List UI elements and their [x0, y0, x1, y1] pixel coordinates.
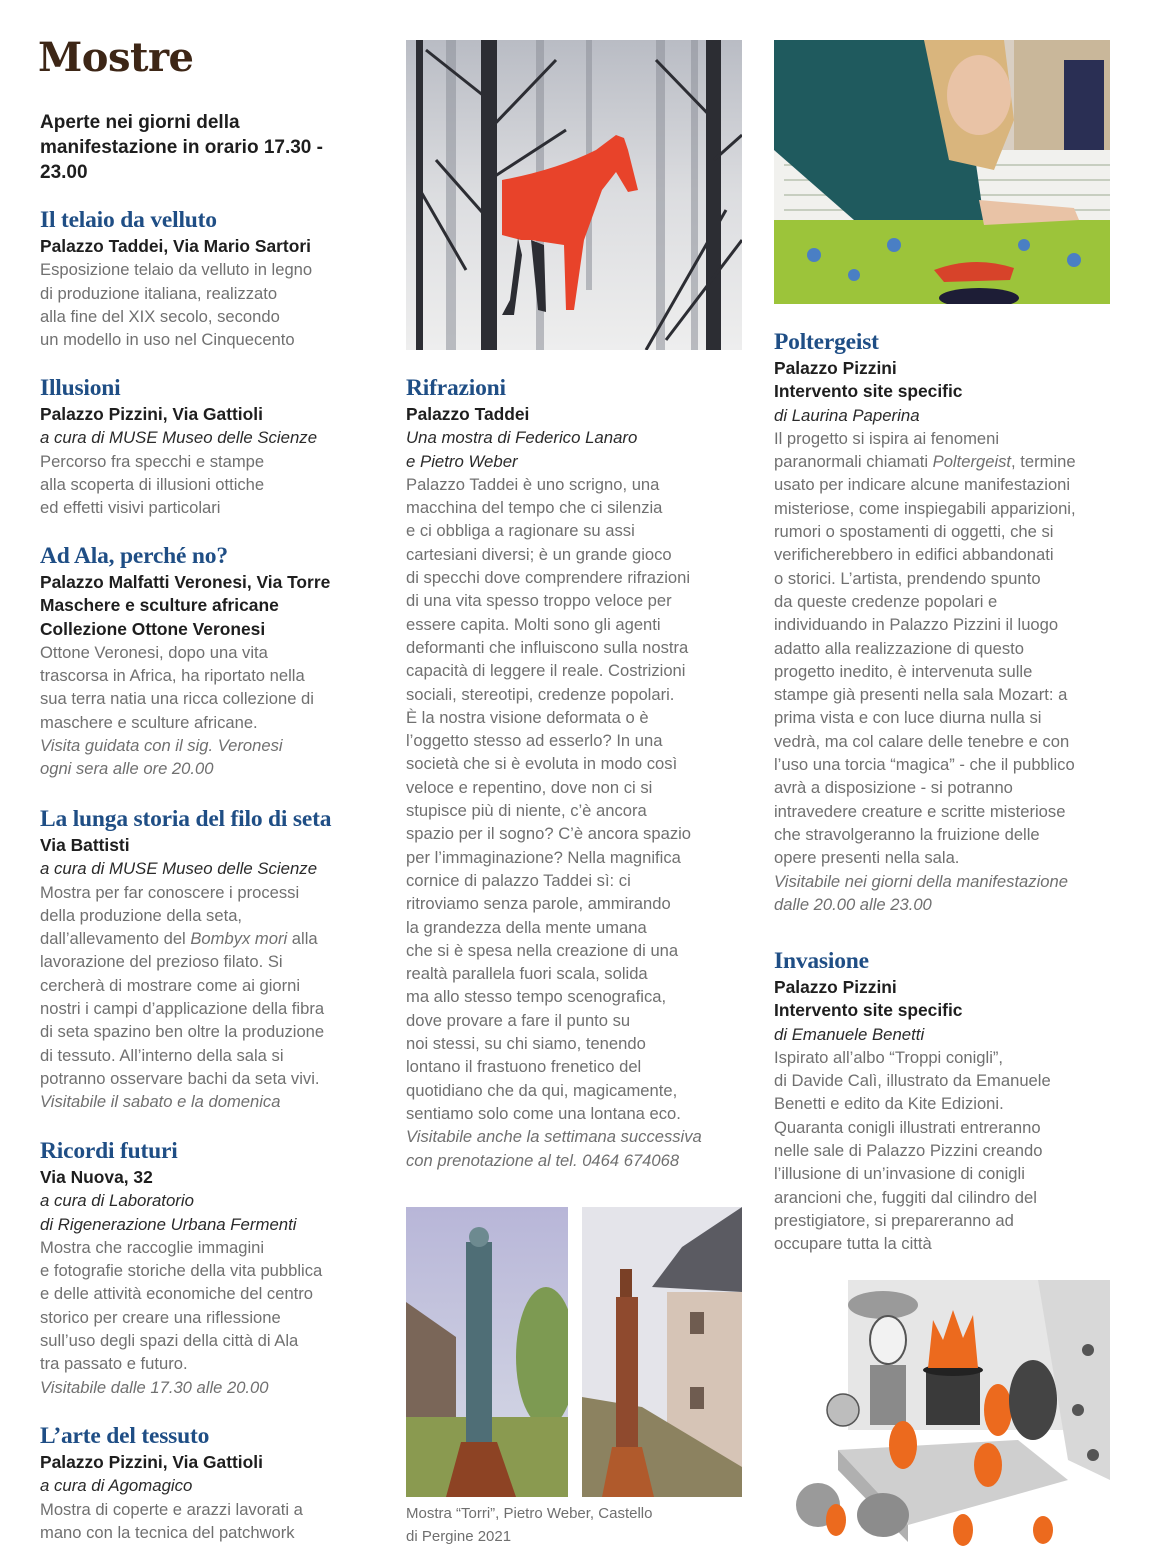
exhibition-note: Visitabile il sabato e la domenica	[40, 1092, 281, 1112]
intro-line: 23.00	[40, 162, 88, 183]
exhibition-curator: a cura di Agomagico	[40, 1476, 193, 1496]
exhibition-curator: Una mostra di Federico Lanaro	[406, 428, 638, 448]
exhibition-description-line: nelle sale di Palazzo Pizzini creando	[774, 1141, 1043, 1161]
exhibition-note: dalle 20.00 alle 23.00	[774, 894, 932, 914]
exhibition-venue: Via Battisti	[40, 835, 130, 855]
exhibition-description-line: l’illusione di un’invasione di conigli	[774, 1164, 1025, 1184]
text-run: dall’allevamento del	[40, 929, 191, 949]
exhibition-description-line: verificherebbero in edifici abbandonati	[774, 545, 1054, 565]
exhibition-description-line: Ottone Veronesi, dopo una vita	[40, 642, 268, 662]
exhibition-description-line: sociali, stereotipi, credenze popolari.	[406, 684, 675, 704]
text-run: paranormali chiamati	[774, 452, 933, 472]
exhibition-description-line: ma allo stesso tempo scenografica,	[406, 987, 667, 1007]
exhibition-description-line: individuando in Palazzo Pizzini il luogo	[774, 615, 1059, 635]
intro-line: manifestazione in orario 17.30 -	[40, 137, 323, 158]
exhibition-curator: e Pietro Weber	[406, 451, 518, 471]
exhibition-venue: Palazzo Malfatti Veronesi, Via Torre	[40, 572, 331, 592]
exhibition-description-line: veloce e repentino, dove non ci si	[406, 777, 653, 797]
exhibition-description-line: sentiamo solo come una lontana eco.	[406, 1103, 681, 1123]
text-run: alla	[287, 929, 318, 949]
exhibition-note: Visitabile dalle 17.30 alle 20.00	[40, 1377, 269, 1397]
exhibition-description-line: la grandezza della mente umana	[406, 917, 647, 937]
exhibition-description-line: sua terra natia una ricca collezione di	[40, 689, 314, 709]
exhibition-rifrazioni	[406, 373, 751, 1172]
exhibition-description-line: Esposizione telaio da velluto in legno	[40, 260, 313, 280]
exhibition-description-line: lavorazione del prezioso filato. Si	[40, 952, 283, 972]
exhibition-description-line: e ci obbliga a ragionare su assi	[406, 521, 635, 541]
exhibition-venue: Palazzo Taddei	[406, 404, 530, 424]
exhibition-venue: Palazzo Pizzini, Via Gattioli	[40, 404, 263, 424]
red-horse-painting	[406, 40, 742, 350]
intro-line: Aperte nei giorni della	[40, 112, 240, 133]
exhibition-la-lunga-storia-del-filo-di-seta	[40, 804, 385, 1114]
exhibition-description-line: stampe già presenti nella sala Mozart: a	[774, 685, 1068, 705]
exhibition-l-arte-del-tessuto	[40, 1421, 385, 1544]
exhibition-description-line: misteriose, come inspiegabili apparizioni,	[774, 498, 1076, 518]
exhibition-description-line: rumori o spostamenti di oggetti, che si	[774, 522, 1054, 542]
exhibition-description	[774, 473, 1119, 869]
exhibition-title: Ricordi futuri	[40, 1138, 178, 1164]
exhibition-subtitle: Intervento site specific	[774, 1000, 963, 1021]
exhibition-description-line: opere presenti nella sala.	[774, 848, 960, 868]
exhibition-description-line: di produzione italiana, realizzato	[40, 283, 278, 303]
exhibition-venue: Via Nuova, 32	[40, 1167, 153, 1187]
exhibition-title: La lunga storia del filo di seta	[40, 806, 332, 832]
exhibition-description-line: e delle attività economiche del centro	[40, 1284, 314, 1304]
exhibition-description-line: di tessuto. All’interno della sala si	[40, 1045, 284, 1065]
exhibition-venue: Palazzo Pizzini	[774, 358, 897, 378]
exhibition-description-line: di una vita spesso troppo veloce per	[406, 591, 672, 611]
exhibition-venue: Palazzo Taddei, Via Mario Sartori	[40, 236, 311, 256]
rust-tower-sculpture-image	[582, 1207, 742, 1497]
exhibition-description-line: società che si è evoluta in modo così	[406, 754, 678, 774]
exhibition-description-line: prestigiatore, si prepareranno ad	[774, 1210, 1014, 1230]
exhibition-curator: a cura di Laboratorio	[40, 1191, 194, 1211]
exhibition-description-line	[774, 450, 1119, 473]
exhibition-invasione	[774, 946, 1119, 1256]
exhibition-title: Il telaio da velluto	[40, 207, 217, 233]
exhibition-curator: di Rigenerazione Urbana Fermenti	[40, 1214, 297, 1234]
exhibition-description-line: Mostra che raccoglie immagini	[40, 1237, 265, 1257]
exhibition-description-line: intravedere creature e scritte misteriose	[774, 801, 1066, 821]
exhibition-description-line: Il progetto si ispira ai fenomeni	[774, 428, 1000, 448]
exhibition-description-line: per l’immaginazione? Nella magnifica	[406, 847, 681, 867]
exhibition-description-line: Mostra di coperte e arazzi lavorati a	[40, 1499, 303, 1519]
exhibition-description-line: quotidiano che da qui, magicamente,	[406, 1080, 678, 1100]
exhibition-description-line: o storici. L’artista, prendendo spunto	[774, 568, 1041, 588]
exhibition-description-line: ritroviamo senza parole, ammirando	[406, 894, 671, 914]
artist-at-work-image	[774, 40, 1110, 304]
exhibition-description-line: che stravolgeranno la fruizione delle	[774, 824, 1040, 844]
exhibition-description-line: lontano il frastuono frenetico del	[406, 1057, 642, 1077]
exhibition-description-line: Percorso fra specchi e stampe	[40, 451, 265, 471]
exhibition-description-line: spazio per il sogno? C’è ancora spazio	[406, 824, 692, 844]
exhibition-description-line: cartesiani diversi; è un grande gioco	[406, 544, 672, 564]
caption-line: di Pergine 2021	[406, 1528, 512, 1545]
exhibition-description-line: storico per creare una riflessione	[40, 1307, 281, 1327]
sculpture-tower-rust-photo	[582, 1207, 742, 1497]
exhibition-description-line: stupisce più di niente, c’è ancora	[406, 801, 647, 821]
exhibition-description-line: potranno osservare bachi da seta vivi.	[40, 1068, 320, 1088]
sculpture-tower-blue-photo	[406, 1207, 568, 1497]
exhibition-description-line: e fotografie storiche della vita pubblica	[40, 1261, 323, 1281]
exhibition-description-line: È la nostra visione deformata o è	[406, 707, 649, 727]
exhibition-description-line: macchina del tempo che ci silenzia	[406, 498, 663, 518]
caption-line: Mostra “Torri”, Pietro Weber, Castello	[406, 1505, 653, 1522]
exhibition-subtitle: Collezione Ottone Veronesi	[40, 618, 266, 639]
exhibition-description-line: Mostra per far conoscere i processi	[40, 882, 300, 902]
exhibition-description-line: avrà a disposizione - si potranno	[774, 778, 1013, 798]
exhibition-description	[774, 1046, 1119, 1256]
exhibition-poltergeist	[774, 327, 1119, 916]
emphasized-term: Poltergeist	[932, 452, 1012, 472]
blue-tower-sculpture-image	[406, 1207, 568, 1497]
exhibition-note: Visitabile nei giorni della manifestazione	[774, 871, 1068, 891]
exhibition-note: Visita guidata con il sig. Veronesi	[40, 736, 283, 756]
exhibition-il-telaio-da-velluto	[40, 205, 385, 351]
exhibition-description-line: cornice di palazzo Taddei sì: ci	[406, 870, 631, 890]
exhibition-description-line: trascorsa in Africa, ha riportato nella	[40, 666, 305, 686]
exhibition-title: Invasione	[774, 948, 869, 974]
photo-caption	[406, 1502, 746, 1548]
exhibition-title: Ad Ala, perché no?	[40, 543, 228, 569]
page-title: Mostre	[38, 34, 194, 81]
rabbit-invasion-illustration	[788, 1280, 1110, 1546]
intro-text	[40, 110, 380, 185]
exhibition-description-line: noi stessi, su chi siamo, tenendo	[406, 1034, 646, 1054]
exhibition-description-line: alla fine del XIX secolo, secondo	[40, 306, 280, 326]
exhibition-description-line: mano con la tecnica del patchwork	[40, 1522, 295, 1542]
exhibition-description-line: che si è spesa nella creazione di una	[406, 940, 679, 960]
exhibition-note: con prenotazione al tel. 0464 674068	[406, 1150, 680, 1170]
exhibition-subtitle: Intervento site specific	[774, 381, 963, 402]
magician-rabbits-illustration	[788, 1280, 1110, 1546]
exhibition-description-line: vedrà, ma col calare delle tenebre e con	[774, 731, 1070, 751]
exhibition-curator: a cura di MUSE Museo delle Scienze	[40, 428, 318, 448]
exhibition-description-line: alla scoperta di illusioni ottiche	[40, 474, 265, 494]
exhibition-note: Visitabile anche la settimana successiva	[406, 1127, 702, 1147]
exhibition-description-line: essere capita. Molti sono gli agenti	[406, 614, 661, 634]
text-run: , termine	[1011, 452, 1076, 472]
species-name: Bombyx mori	[190, 929, 288, 949]
exhibition-description-line: usato per indicare alcune manifestazioni	[774, 475, 1071, 495]
exhibition-description-line: nostri i campi d’applicazione della fibra	[40, 999, 325, 1019]
exhibition-description-line: occupare tutta la città	[774, 1234, 932, 1254]
exhibition-description-line: arancioni che, fuggiti dal cilindro del	[774, 1187, 1037, 1207]
exhibition-description-line: progetto inedito, è intervenuta sulle	[774, 661, 1033, 681]
exhibition-description-line: della produzione della seta,	[40, 905, 243, 925]
exhibition-ad-ala-perche-no	[40, 541, 385, 781]
exhibition-description-line: un modello in uso nel Cinquecento	[40, 330, 295, 350]
exhibition-description-line: adatto alla realizzazione di questo	[774, 638, 1024, 658]
exhibition-title: Rifrazioni	[406, 375, 506, 401]
exhibition-description-line: Quaranta conigli illustrati entreranno	[774, 1117, 1041, 1137]
exhibition-description-line: tra passato e futuro.	[40, 1354, 188, 1374]
exhibition-description-line: di seta spazino ben oltre la produzione	[40, 1022, 325, 1042]
exhibition-curator: di Emanuele Benetti	[774, 1024, 925, 1044]
exhibition-description-line: deformanti che influiscono sulla nostra	[406, 637, 689, 657]
exhibition-description-line: maschere e sculture africane.	[40, 712, 258, 732]
exhibition-description-line: prima vista e con luce diurna nulla si	[774, 708, 1042, 728]
exhibition-ricordi-futuri	[40, 1136, 385, 1399]
exhibition-description-line: capacità di leggere il reale. Costrizioni	[406, 661, 686, 681]
exhibition-description-line: sull’uso degli spazi della città di Ala	[40, 1331, 299, 1351]
exhibition-description-line: dove provare a fare il punto su	[406, 1010, 631, 1030]
exhibition-title: L’arte del tessuto	[40, 1423, 210, 1449]
exhibition-description-line: l’uso una torcia “magica” - che il pubblico	[774, 755, 1075, 775]
exhibition-subtitle: Maschere e sculture africane	[40, 595, 279, 616]
exhibition-description-line: da queste credenze popolari e	[774, 591, 998, 611]
exhibition-description-line: Ispirato all’albo “Troppi conigli”,	[774, 1047, 1004, 1067]
exhibition-venue: Palazzo Pizzini, Via Gattioli	[40, 1452, 263, 1472]
exhibition-illusioni	[40, 373, 385, 519]
exhibition-description-line: cercherà di mostrare come ai giorni	[40, 975, 301, 995]
exhibition-venue: Palazzo Pizzini	[774, 977, 897, 997]
exhibition-description-line: Palazzo Taddei è uno scrigno, una	[406, 474, 660, 494]
artist-drawing-photo	[774, 40, 1110, 304]
exhibition-description-line: di specchi dove comprendere rifrazioni	[406, 568, 691, 588]
exhibition-description-line	[40, 927, 385, 950]
exhibition-description-line: realtà parallela fuori scala, solida	[406, 964, 648, 984]
exhibition-description	[406, 473, 751, 1125]
exhibition-description-line: l’oggetto stesso ad esserlo? In una	[406, 731, 663, 751]
exhibition-curator: a cura di MUSE Museo delle Scienze	[40, 859, 318, 879]
exhibition-description-line: Benetti e edito da Kite Edizioni.	[774, 1094, 1004, 1114]
exhibition-description-line: di Davide Calì, illustrato da Emanuele	[774, 1071, 1051, 1091]
exhibition-title: Illusioni	[40, 375, 121, 401]
exhibition-description-line: ed effetti visivi particolari	[40, 498, 221, 518]
exhibition-note: ogni sera alle ore 20.00	[40, 759, 214, 779]
painting-red-horse-in-forest-image	[406, 40, 742, 350]
exhibition-title: Poltergeist	[774, 329, 879, 355]
exhibition-curator: di Laurina Paperina	[774, 405, 920, 425]
